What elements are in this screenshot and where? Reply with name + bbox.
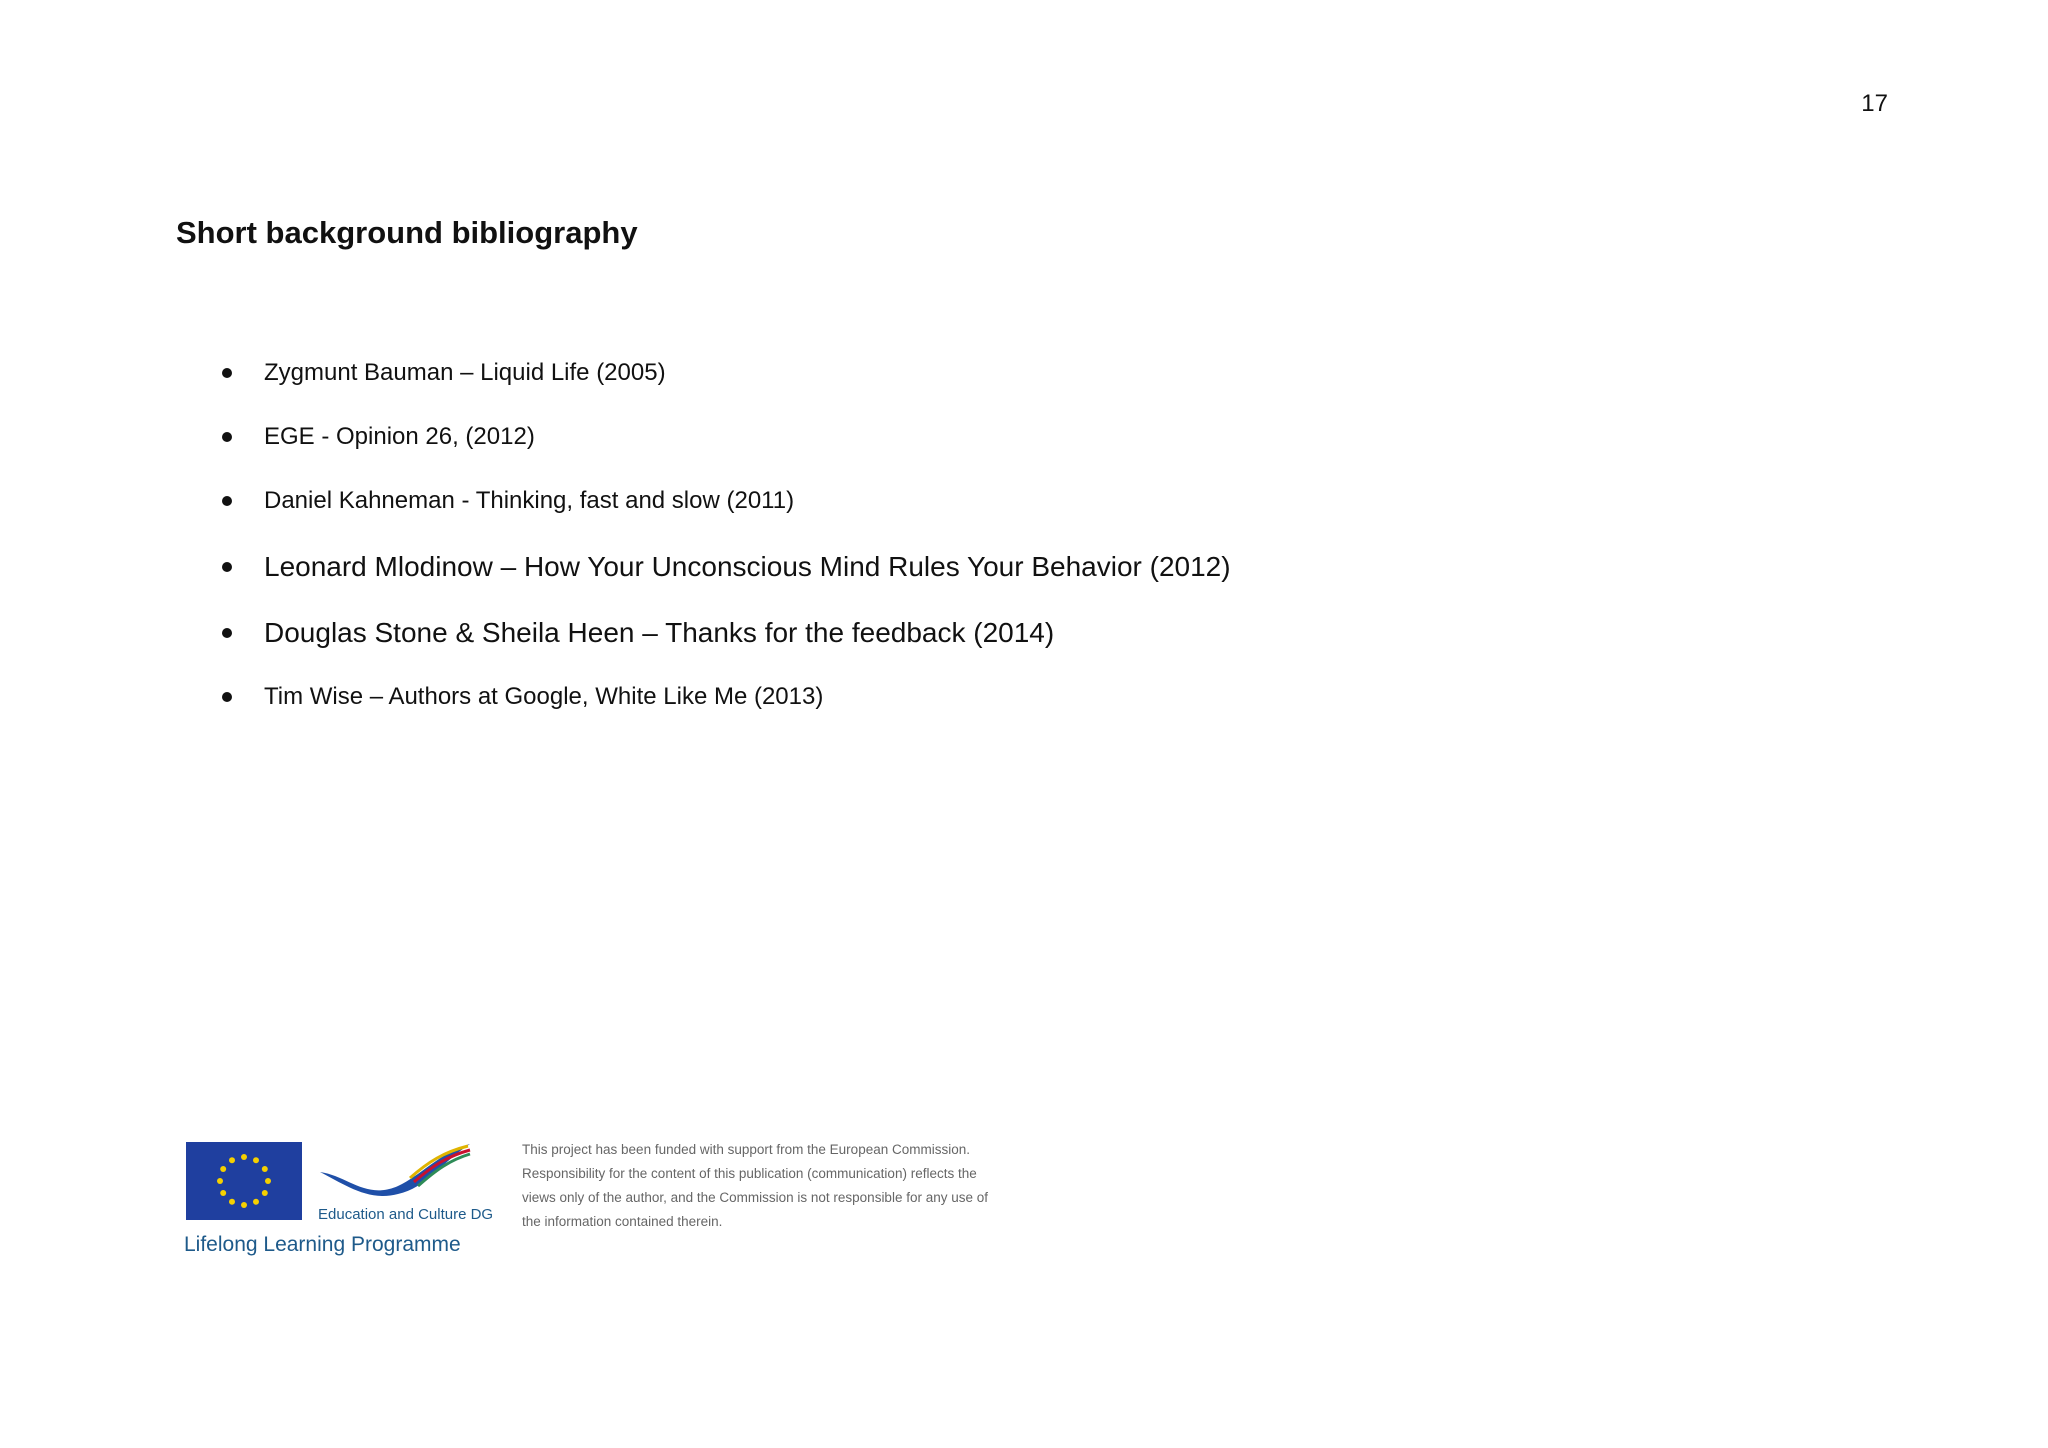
- education-culture-logo-icon: [318, 1142, 472, 1202]
- education-culture-label: Education and Culture DG: [318, 1206, 494, 1223]
- bullet-icon: [222, 692, 232, 702]
- bibliography-entry: Daniel Kahneman - Thinking, fast and slow (2011): [264, 487, 795, 514]
- list-item: [222, 680, 1231, 714]
- bibliography-entry: Leonard Mlodinow – How Your Unconscious Mind Rules Your Behavior (2012): [264, 551, 1231, 582]
- list-item: [222, 614, 1231, 652]
- eu-stars-icon: [186, 1142, 302, 1220]
- bullet-icon: [222, 496, 232, 506]
- list-item: [222, 356, 1231, 390]
- list-item: [222, 420, 1231, 454]
- list-item: [222, 548, 1231, 586]
- bullet-icon: [222, 562, 232, 572]
- eu-flag-icon: [186, 1142, 302, 1220]
- bibliography-entry: EGE - Opinion 26, (2012): [264, 423, 535, 450]
- page-number: 17: [1861, 90, 1888, 117]
- bibliography-list: [222, 356, 1231, 744]
- programme-label: Lifelong Learning Programme: [184, 1233, 461, 1256]
- bibliography-entry: Zygmunt Bauman – Liquid Life (2005): [264, 359, 666, 386]
- bullet-icon: [222, 432, 232, 442]
- bullet-icon: [222, 368, 232, 378]
- funding-block: [180, 1130, 989, 1270]
- bibliography-entry: Douglas Stone & Sheila Heen – Thanks for the feedback (2014): [264, 617, 1055, 648]
- bibliography-entry: Tim Wise – Authors at Google, White Like Me (2013): [264, 683, 824, 710]
- bullet-icon: [222, 628, 232, 638]
- funding-disclaimer: This project has been funded with support from the European Commission. Responsibility for the content of this publication (communication) reflects the views only of the author, and the Commission is not responsible for any use of the information contained therein.: [522, 1142, 989, 1229]
- section-heading: Short background bibliography: [176, 215, 638, 250]
- list-item: [222, 484, 1231, 518]
